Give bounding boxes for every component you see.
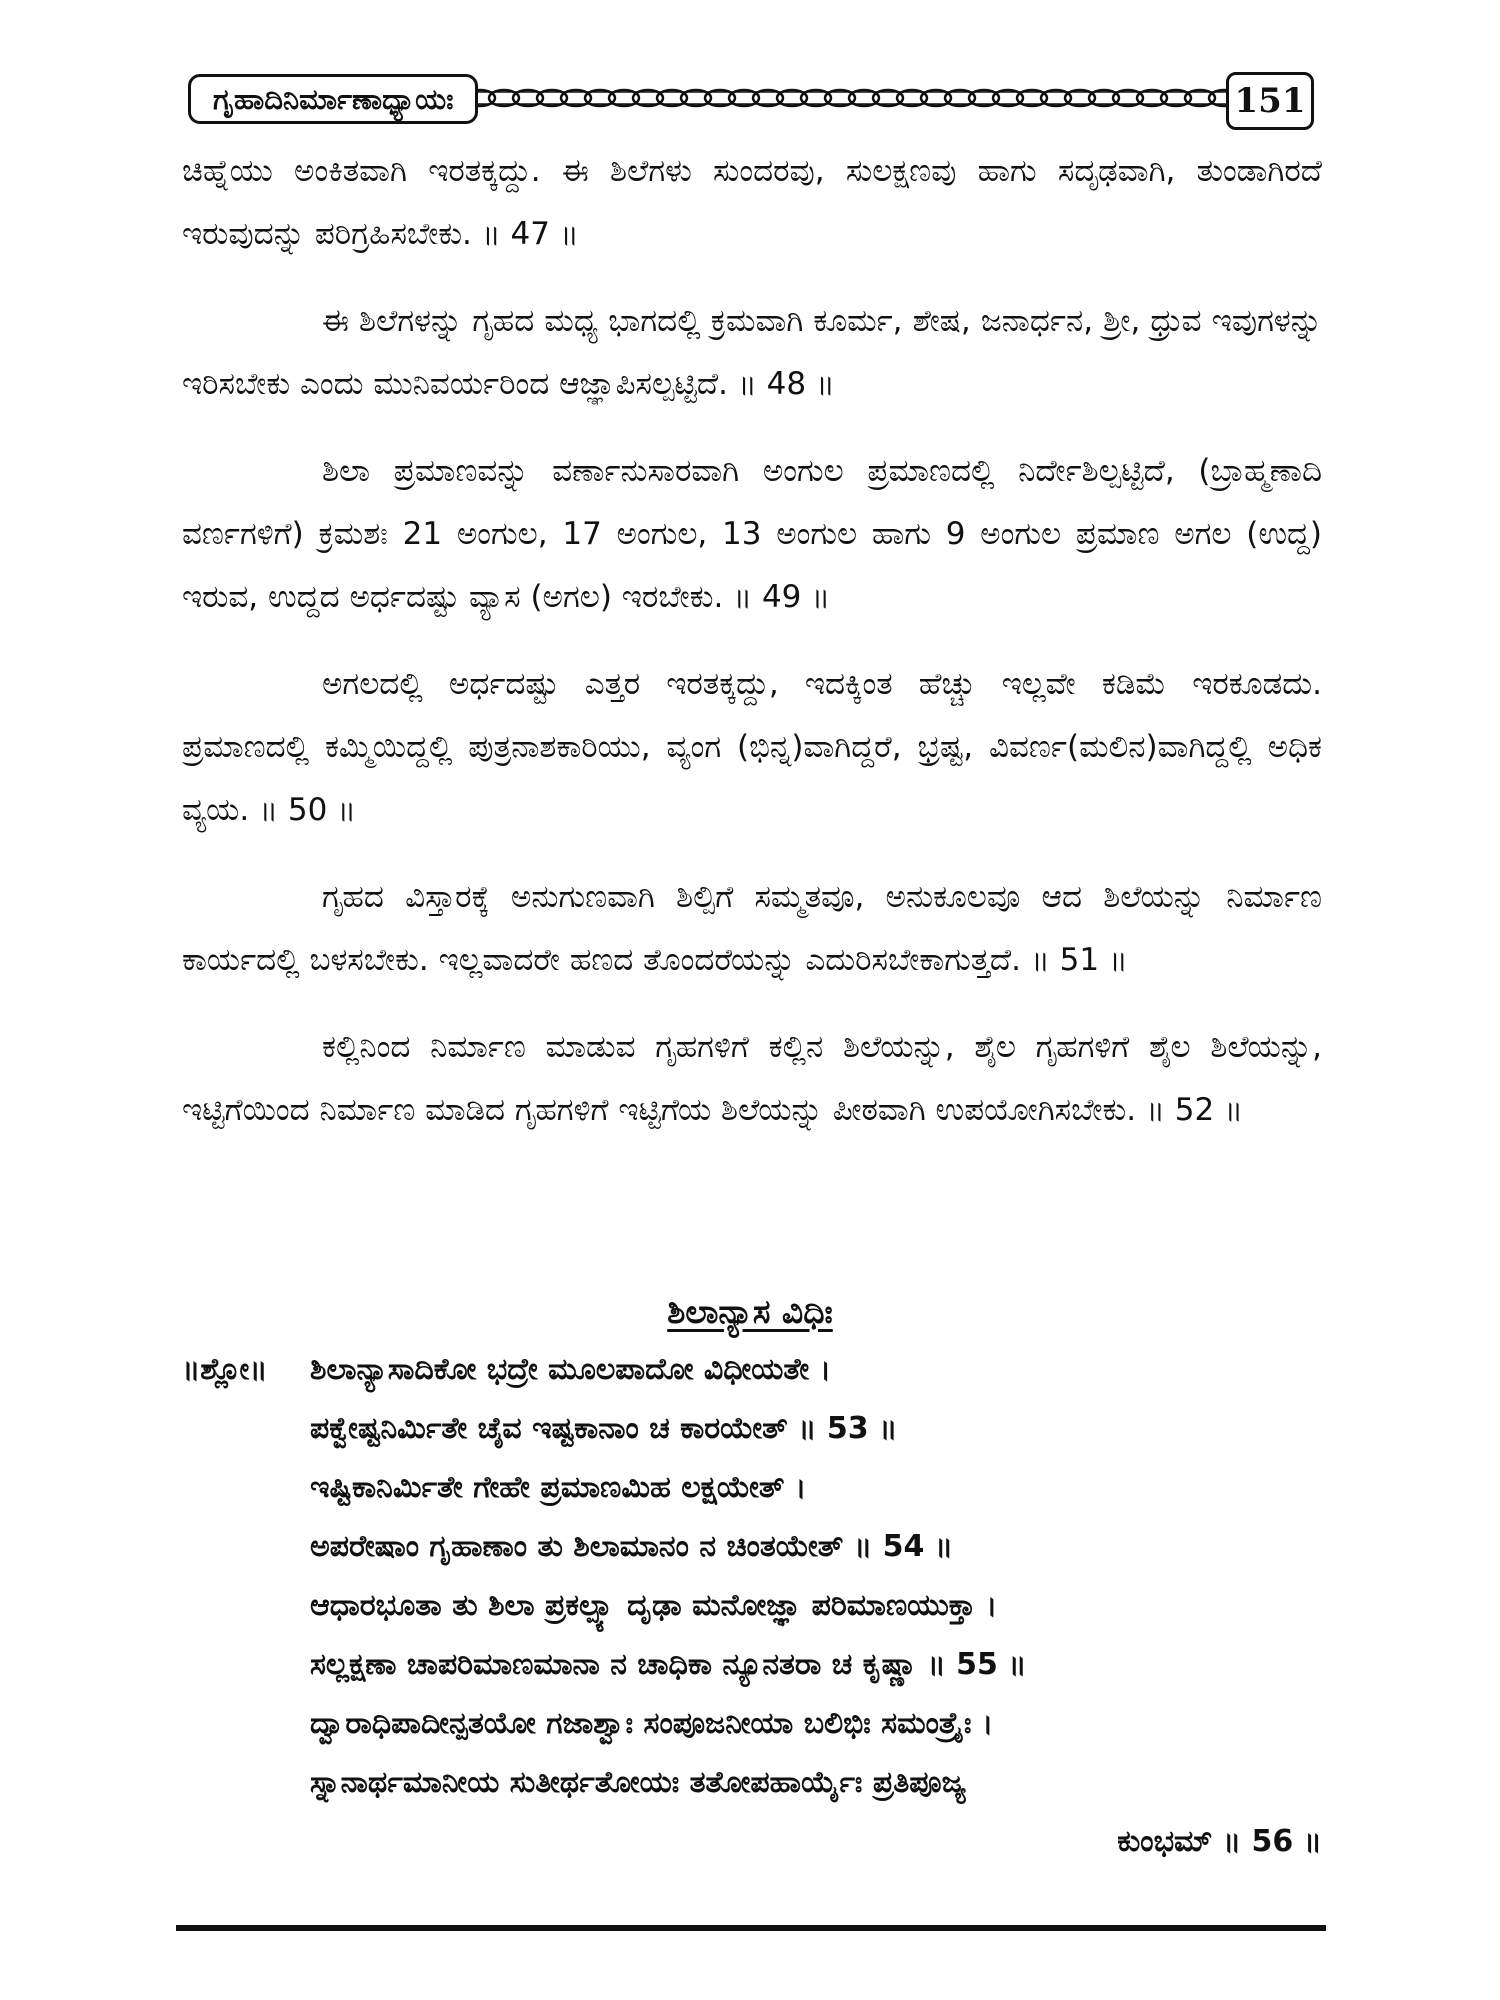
verse-line: ದ್ವಾರಾಧಿಪಾದೀನ್ಪತಯೋ ಗಜಾಶ್ವಾಃ ಸಂಪೂಜನೀಯಾ ಬಲಿಭಿಃ ಸಮಂತ್ರೈಃ । — [310, 1706, 994, 1741]
chapter-title: ಗೃಹಾದಿನಿರ್ಮಾಣಾಧ್ಯಾಯಃ — [188, 74, 478, 124]
verse-line: ಸಲ್ಲಕ್ಷಣಾ ಚಾಪರಿಮಾಣಮಾನಾ ನ ಚಾಧಿಕಾ ನ್ಯೂನತರಾ ಚ ಕೃಷ್ಣಾ ॥ 55 ॥ — [310, 1647, 1027, 1682]
paragraph-50: ಅಗಲದಲ್ಲಿ ಅರ್ಧದಷ್ಟು ಎತ್ತರ ಇರತಕ್ಕದ್ದು, ಇದಕ್ಕಿಂತ ಹೆಚ್ಚು ಇಲ್ಲವೇ ಕಡಿಮೆ ಇರಕೂಡದು. ಪ್ರಮಾಣದಲ್ಲಿ ಕಮ್ಮಿಯಿದ್ದಲ್ಲಿ ಪುತ್ರನಾಶಕಾರಿಯು, ವ್ಯಂಗ (ಭಿನ್ನ)ವಾಗಿದ್ದರೆ, ಭ್ರಷ್ಟ, ವಿವರ್ಣ(ಮಲಿನ)ವಾಗಿದ್ದಲ್ಲಿ ಅಧಿಕ ವ್ಯಯ. ॥ 50 ॥ — [182, 666, 1322, 828]
section-heading-text: ಶಿಲಾನ್ಯಾಸ ವಿಧಿಃ — [667, 1292, 833, 1331]
bottom-rule — [176, 1925, 1326, 1931]
section-heading — [0, 1292, 1500, 1332]
main-text — [182, 140, 1322, 1166]
verse-line: ಸ್ನಾನಾರ್ಥಮಾನೀಯ ಸುತೀರ್ಥತೋಯಃ ತತೋಪಹಾರ್ಯೈಃ ಪ್ರತಿಪೂಜ್ಯ — [310, 1765, 966, 1800]
verse-marker: ॥ಶ್ಲೋ॥ — [182, 1352, 268, 1387]
page-header — [182, 66, 1322, 130]
paragraph-49: ಶಿಲಾ ಪ್ರಮಾಣವನ್ನು ವರ್ಣಾನುಸಾರವಾಗಿ ಅಂಗುಲ ಪ್ರಮಾಣದಲ್ಲಿ ನಿರ್ದೇಶಿಲ್ಪಟ್ಟಿದೆ, (ಬ್ರಾಹ್ಮಣಾದಿ ವರ್ಣಗಳಿಗೆ) ಕ್ರಮಶಃ 21 ಅಂಗುಲ, 17 ಅಂಗುಲ, 13 ಅಂಗುಲ ಹಾಗು 9 ಅಂಗುಲ ಪ್ರಮಾಣ ಅಗಲ (ಉದ್ದ) ಇರುವ, ಉದ್ದದ ಅರ್ಧದಷ್ಟು ವ್ಯಾಸ (ಅಗಲ) ಇರಬೇಕು. ॥ 49 ॥ — [182, 453, 1322, 615]
paragraph-51: ಗೃಹದ ವಿಸ್ತಾರಕ್ಕೆ ಅನುಗುಣವಾಗಿ ಶಿಲ್ಪಿಗೆ ಸಮ್ಮತವೂ, ಅನುಕೂಲವೂ ಆದ ಶಿಲೆಯನ್ನು ನಿರ್ಮಾಣ ಕಾರ್ಯದಲ್ಲಿ ಬಳಸಬೇಕು. ಇಲ್ಲವಾದರೇ ಹಣದ ತೊಂದರೆಯನ್ನು ಎದುರಿಸಬೇಕಾಗುತ್ತದೆ. ॥ 51 ॥ — [182, 879, 1322, 978]
verse-line: ಶಿಲಾನ್ಯಾಸಾದಿಕೋ ಭದ್ರೇ ಮೂಲಪಾದೋ ವಿಧೀಯತೇ । — [310, 1352, 831, 1387]
verse-line: ಪಕ್ವೇಷ್ಟನಿರ್ಮಿತೇ ಚೈವ ಇಷ್ಟಕಾನಾಂ ಚ ಕಾರಯೇತ್ ॥ 53 ॥ — [310, 1411, 898, 1446]
verse-block — [182, 1340, 1322, 1871]
page-number: 151 — [1226, 72, 1314, 130]
paragraph-52: ಕಲ್ಲಿನಿಂದ ನಿರ್ಮಾಣ ಮಾಡುವ ಗೃಹಗಳಿಗೆ ಕಲ್ಲಿನ ಶಿಲೆಯನ್ನು, ಶೈಲ ಗೃಹಗಳಿಗೆ ಶೈಲ ಶಿಲೆಯನ್ನು, ಇಟ್ಟಿಗೆಯಿಂದ ನಿರ್ಮಾಣ ಮಾಡಿದ ಗೃಹಗಳಿಗೆ ಇಟ್ಟಿಗೆಯ ಶಿಲೆಯನ್ನು ಪೀಠವಾಗಿ ಉಪಯೋಗಿಸಬೇಕು. ॥ 52 ॥ — [182, 1029, 1322, 1128]
paragraph-48: ಈ ಶಿಲೆಗಳನ್ನು ಗೃಹದ ಮಧ್ಯ ಭಾಗದಲ್ಲಿ ಕ್ರಮವಾಗಿ ಕೂರ್ಮ, ಶೇಷ, ಜನಾರ್ಧನ, ಶ್ರೀ, ಧ್ರುವ ಇವುಗಳನ್ನು ಇರಿಸಬೇಕು ಎಂದು ಮುನಿವರ್ಯರಿಂದ ಆಜ್ಞಾಪಿಸಲ್ಪಟ್ಟಿದೆ. ॥ 48 ॥ — [182, 303, 1322, 402]
verse-line: ಅಪರೇಷಾಂ ಗೃಹಾಣಾಂ ತು ಶಿಲಾಮಾನಂ ನ ಚಿಂತಯೇತ್ ॥ 54 ॥ — [310, 1529, 954, 1564]
paragraph-47: ಚಿಹ್ನೆಯು ಅಂಕಿತವಾಗಿ ಇರತಕ್ಕದ್ದು. ಈ ಶಿಲೆಗಳು ಸುಂದರವು, ಸುಲಕ್ಷಣವು ಹಾಗು ಸದೃಢವಾಗಿ, ತುಂಡಾಗಿರದೆ ಇರುವುದನ್ನು ಪರಿಗ್ರಹಿಸಬೇಕು. ॥ 47 ॥ — [182, 153, 1322, 252]
verse-line: ಆಧಾರಭೂತಾ ತು ಶಿಲಾ ಪ್ರಕಲ್ಪ್ಯಾ ದೃಢಾ ಮನೋಜ್ಞಾ ಪರಿಮಾಣಯುಕ್ತಾ । — [310, 1588, 998, 1623]
verse-line: ಕುಂಭಮ್ ॥ 56 ॥ — [1117, 1824, 1322, 1859]
verse-line: ಇಷ್ಟಿಕಾನಿರ್ಮಿತೇ ಗೇಹೇ ಪ್ರಮಾಣಮಿಹ ಲಕ್ಷಯೇತ್ । — [310, 1470, 807, 1505]
